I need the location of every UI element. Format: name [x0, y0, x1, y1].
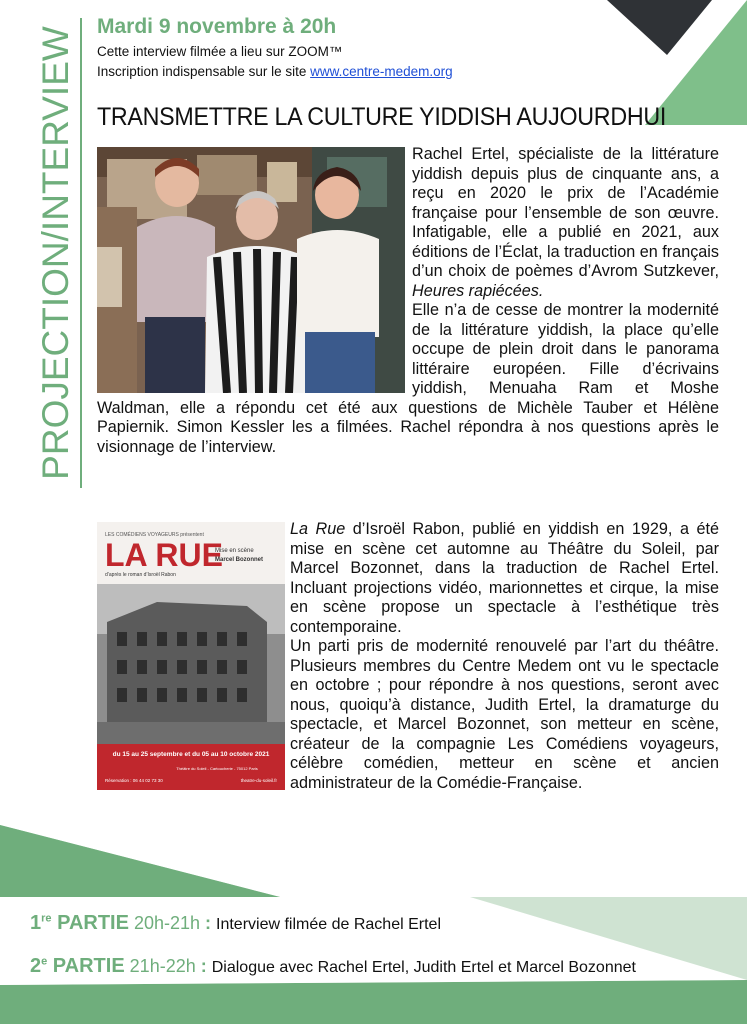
- registration-note: [97, 64, 453, 79]
- poster-director: Marcel Bozonnet: [215, 557, 264, 563]
- part1-number: [30, 912, 129, 934]
- part1-time: 20h-21h: [128, 913, 201, 933]
- side-divider: [80, 18, 82, 488]
- part1-num: 1: [30, 912, 42, 934]
- part2-num: 2: [30, 955, 42, 977]
- poster-website: theatre-du-soleil.fr: [240, 778, 277, 783]
- part2-sup: e: [41, 955, 48, 968]
- part2-colon: :: [195, 956, 212, 976]
- part2-desc: Dialogue avec Rachel Ertel, Judith Ertel et Marcel Bozonnet: [211, 959, 636, 976]
- poster-dates: du 15 au 25 septembre et du 05 au 10 octobre 2021: [112, 751, 270, 758]
- poster-subtitle: d’après le roman d’Isroël Rabon: [105, 572, 176, 578]
- page-title: TRANSMETTRE LA CULTURE YIDDISH AUJOURDHUI: [97, 103, 667, 131]
- book-title: Heures rapiécées.: [412, 281, 544, 300]
- photo-spacer: [97, 145, 412, 393]
- part2-label: PARTIE: [47, 955, 125, 977]
- part2-number: [30, 955, 125, 977]
- poster-reservation: Réservation : 06 44 02 73 30: [105, 778, 163, 783]
- poster-title: LA RUE: [105, 537, 223, 573]
- part1-label: PARTIE: [51, 912, 129, 934]
- play-title: La Rue: [290, 520, 346, 538]
- article2-text2: Un parti pris de modernité renouvelé par l’art du théâtre. Plusieurs membres du Centre Medem ont vu le spectacle en octobre ; pour répondre à nos questions, seront avec nous, quoiqu’à distance, Judith Ertel, la dramaturge du spectacle, et Marcel Bozonnet, son metteur en scène, créateur de la compagnie Les Comédiens voyageurs, célèbre comédien, metteur en scène et ancien administrateur de la Comédie-Française.: [290, 637, 719, 792]
- website-link[interactable]: www.centre-medem.org: [310, 64, 453, 79]
- part1-colon: :: [200, 913, 217, 933]
- poster-direction-label: Mise en scène: [215, 548, 254, 554]
- part1-sup: re: [41, 912, 52, 925]
- side-title: [30, 18, 82, 488]
- zoom-note: Cette interview filmée a lieu sur ZOOM™: [97, 44, 343, 59]
- side-title-text: PROJECTION/INTERVIEW: [35, 26, 76, 480]
- part1-desc: Interview filmée de Rachel Ertel: [216, 916, 441, 933]
- poster-presenter: LES COMÉDIENS VOYAGEURS présentent: [105, 532, 204, 538]
- program-part-2: [30, 955, 636, 978]
- article-la-rue: [97, 520, 719, 830]
- poster-venue: Théâtre du Soleil - Cartoucherie - 75012 Paris: [176, 766, 258, 771]
- part2-time: 21h-22h: [124, 956, 196, 976]
- article-rachel-ertel: [97, 145, 719, 457]
- article1-text2: Elle n’a de cesse de montrer la modernité de la littérature yiddish, la place qu’elle occupe de plein droit dans le panorama littéraire européen. Fille d’écrivains yiddish, Menuaha Ram et Moshe Waldman, elle a répondu cet été aux questions de Michèle Tauber et Hélène Papiernik. Simon Kessler les a filmées. Rachel répondra à nos questions après le visionnage de l’interview.: [97, 301, 719, 456]
- poster-spacer: [97, 520, 290, 830]
- article1-text1: Rachel Ertel, spécialiste de la littérature yiddish depuis plus de cinquante ans, a reçu en 2020 le prix de l’Académie française pour l’ensemble de son œuvre. Infatigable, elle a publié en 2021, aux éditions de l’Éclat, la traduction en français d’un choix de poèmes d’Avrom Sutzkever,: [412, 145, 719, 280]
- event-date: Mardi 9 novembre à 20h: [97, 15, 337, 38]
- article2-text1: d’Isroël Rabon, publié en yiddish en 1929, a été mise en scène cet automne au Théâtre du Soleil, par Marcel Bozonnet, dans la traduction de Rachel Ertel. Incluant projections vidéo, marionnettes et cirque, la mise en scène propose un spectacle à l’esthétique très contemporaine.: [290, 520, 719, 636]
- registration-prefix: Inscription indispensable sur le site: [97, 64, 311, 79]
- program-part-1: [30, 912, 441, 935]
